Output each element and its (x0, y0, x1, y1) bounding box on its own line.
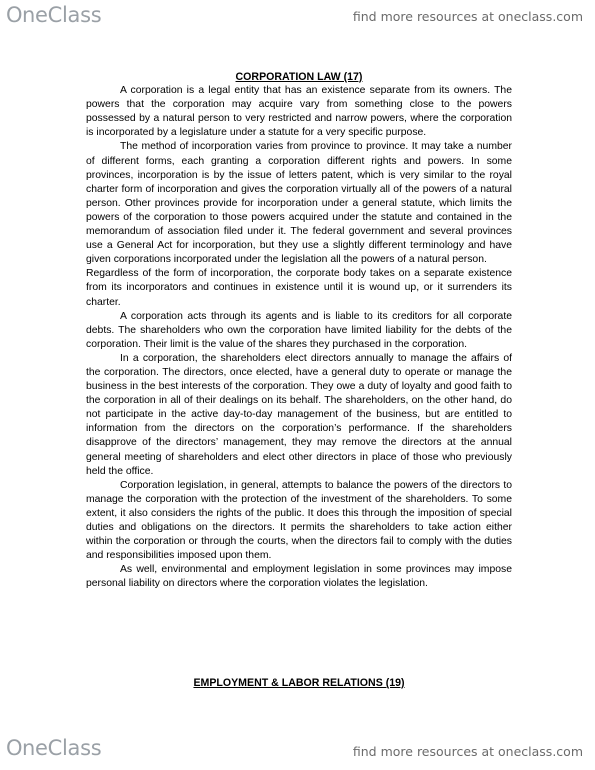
logo-text: neClass (22, 736, 102, 760)
paragraph: As well, environmental and employment legislation in some provinces may impose personal liability on directors where the corporation violates the legislation. (86, 564, 512, 590)
footer-tagline-link[interactable]: find more resources at oneclass.com (352, 744, 583, 759)
logo-mark: O (6, 736, 23, 760)
document-title: CORPORATION LAW (17) (235, 71, 363, 83)
paragraph: Regardless of the form of incorporation, the corporate body takes on a separate existence from its incorporators and continues in existence until it is wound up, or it surrenders its charter. (86, 268, 512, 308)
paragraph: Corporation legislation, in general, attempts to balance the powers of the directors to manage the corporation with the protection of the investment of the shareholders. To some extent, it also considers the rights of the public. It does this through the imposition of special duties and obligations on the directors. It permits the shareholders to take action either within the corporation or through the courts, when the directors fail to comply with the duties and responsibilities imposed upon them. (86, 479, 512, 562)
paragraph: A corporation acts through its agents and is liable to its creditors for all corporate debts. The shareholders who own the corporation have limited liability for the debts of the corporation. Their limit is the value of the shares they purchased in the corporation. (86, 310, 512, 350)
oneclass-logo[interactable] (6, 738, 101, 759)
logo-mark: O (6, 3, 23, 27)
oneclass-logo[interactable] (6, 5, 101, 26)
paragraph: In a corporation, the shareholders elect directors annually to manage the affairs of the corporation. The directors, once elected, have a general duty to operate or manage the business in the best interests of the corporation. They owe a duty of loyalty and good faith to the corporation in all of their dealings on its behalf. The shareholders, on the other hand, do not participate in the active day-to-day management of the business, but are entitled to information from the directors on the corporation’s performance. If the shareholders disapprove of the directors’ management, they may remove the directors at the annual general meeting of shareholders and elect other directors in place of those who previously held the office. (86, 352, 512, 477)
section-title: EMPLOYMENT & LABOR RELATIONS (19) (193, 677, 405, 689)
paragraph: The method of incorporation varies from province to province. It may take a number of different forms, each granting a corporation different rights and powers. In some provinces, incorporation is by the issue of letters patent, which is very similar to the royal charter form of incorporation and gives the corporation virtually all of the powers of a natural person. Other provinces provide for incorporation under a general statute, which limits the powers of the corporation to those powers acquired under the statute and contained in the memorandum of association filed under it. The federal government and several provinces use a General Act for incorporation, but they use a slightly different terminology and have given corporations incorporated under the legislation all the powers of a natural person. (86, 141, 512, 266)
header-tagline-link[interactable]: find more resources at oneclass.com (352, 9, 583, 24)
logo-text: neClass (22, 3, 102, 27)
paragraph: A corporation is a legal entity that has an existence separate from its owners. The powers that the corporation may acquire vary from something close to the powers possessed by a natural person to very restricted and narrow powers, where the corporation is incorporated by a legislature under a statute for a very specific purpose. (86, 85, 512, 139)
page-header (0, 0, 595, 32)
document-body (86, 70, 512, 591)
